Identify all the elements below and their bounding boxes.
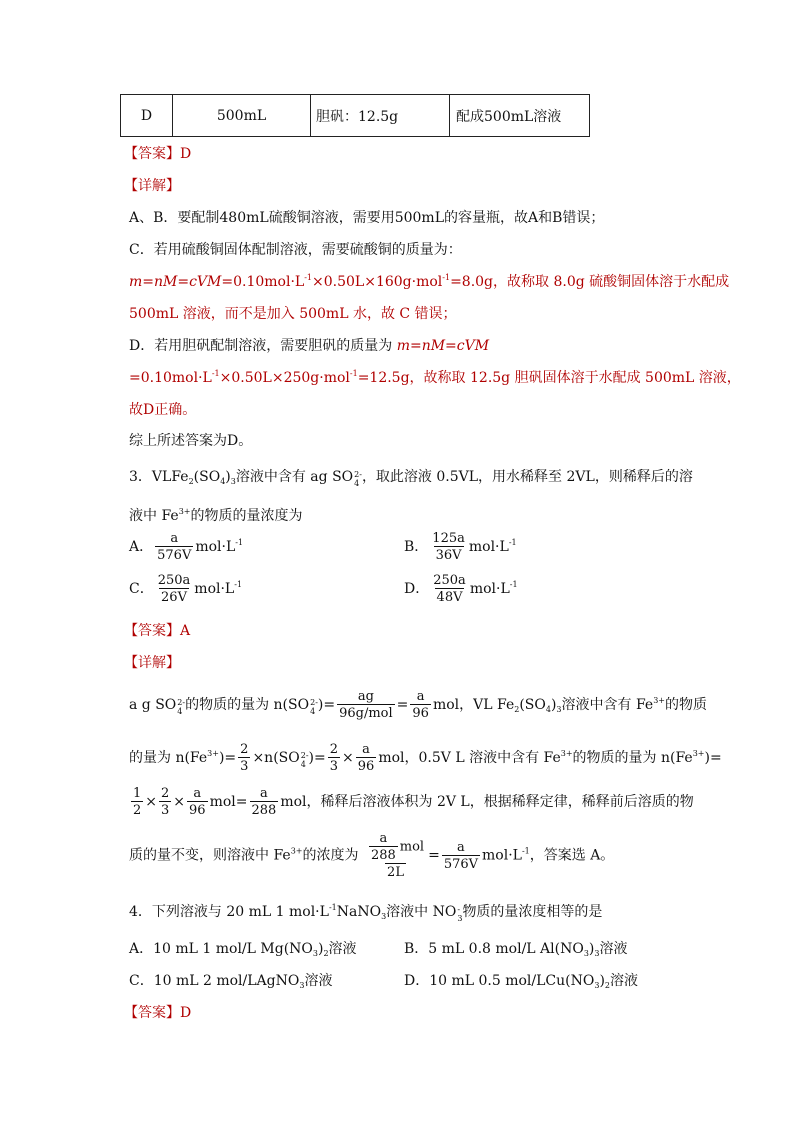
option-a[interactable]: A． $\frac{a}{576V}$ $mol\cdot L^{-1}$ [129,531,244,563]
table-row [121,95,590,137]
detail-line: 的量为 $n(Fe^{3+})=$ $\frac{2}{3}$ ×n( SO 2- 4 )= $\frac{2}{3}$ × $\frac{a}{96}$ mol，0.5V L 溶液中含有 $Fe^{3+}$的物质的量为 $n(Fe^{3+})=$ [129,742,722,774]
detail-line: $m=nM=cVM=0.10mol\cdot L^{-1}\times 0.50L\times 160g\cdot mol^{-1}=8.0g$，故称取 8.0g 硫酸铜固体溶于水配成 [129,273,730,290]
question-stem-q3: 液中 $Fe^{3+}$的物质的量浓度为 [129,507,303,524]
detail-line: $\frac{1}{2}$ × $\frac{2}{3}$ × $\frac{a}{96}$ mol= $\frac{a}{288}$ mol，稀释后溶液体积为 2V L，根据稀释定律，稀释前后溶质的物 [133,786,694,818]
detail-line: 500mL 溶液，而不是加入 500mL 水，故 C 错误； [129,306,457,322]
fraction: $\frac{250a}{48V}$ [433,573,466,605]
detail-line: $=0.10mol\cdot L^{-1}\times 0.50L\times 250g\cdot mol^{-1}=12.5g$，故称取 12.5g 胆矾固体溶于水配成 500mL 溶液， [129,369,741,386]
option-c[interactable]: C．10 mL 2 mol/LAgNO$_3$溶液 [129,973,333,990]
option-b[interactable]: B．5 mL 0.8 mol/L $Al(NO_3)_3$溶液 [404,941,628,958]
table-cell-volume: 500mL [173,95,311,137]
nitrate-ion: NO - 3 [432,904,463,923]
option-d[interactable]: D． $\frac{250a}{48V}$ $mol\cdot L^{-1}$ [404,573,518,605]
detail-line: D．若用胆矾配制溶液，需要胆矾的质量为 m=nM=cVM [129,338,490,354]
option-c[interactable]: C． $\frac{250a}{26V}$ $mol\cdot L^{-1}$ [129,573,243,605]
detail-line: A、B．要配制480mL硫酸铜溶液，需要用500mL的容量瓶，故A和B错误； [129,210,605,226]
answer-line-q2: 【答案】D [124,146,192,162]
question-stem-q3: 3．$VLFe_2(SO_4)_3$溶液中含有 ag SO 2- 4 ，取此溶液 0.5VL，用水稀释至 2VL，则稀释后的溶 [129,469,693,488]
compound-fraction: $\frac{a}{288}$ mol 2L [370,831,425,880]
detail-heading-q3: 【详解】 [124,655,180,671]
table-cell-option: D [121,95,173,137]
detail-line: 故D正确。 [129,402,197,418]
answer-line-q4: 【答案】D [124,1005,192,1021]
option-d[interactable]: D．10 mL 0.5 mol/$LCu(NO_3)_2$溶液 [404,973,638,990]
answer-line-q3: 【答案】A [124,623,191,639]
table-cell-operation: 配成500mL溶液 [450,95,590,137]
fraction: $\frac{250a}{26V}$ [157,573,191,605]
detail-line: C．若用硫酸铜固体配制溶液，需要硫酸铜的质量为： [129,242,462,258]
sulfate-ion: SO 2- 4 [332,469,362,488]
detail-line: a g SO 2- 4 的物质的量为 n( SO 2- 4 )= $\frac{ag}{\text{96g/mol}}$ = $\frac{a}{96}$ mol，VL $Fe_2(SO_4)_3$溶液中含有 $Fe^{3+}$的物质 [129,689,707,721]
detail-line: 综上所述答案为D。 [129,433,253,449]
reagent-table [120,94,590,137]
question-stem-q4: 4．下列溶液与 20 mL 1 $mol\cdot L^{-1}NaNO_3$溶液中 NO - 3 物质的量浓度相等的是 [129,903,603,923]
fraction: $\frac{a}{576V}$ [157,531,192,563]
option-b[interactable]: B． $\frac{125a}{36V}$ $mol\cdot L^{-1}$ [404,531,517,563]
fraction: $\frac{125a}{36V}$ [432,531,465,563]
detail-heading-q2: 【详解】 [124,178,180,194]
detail-line: 质的量不变，则溶液中 $Fe^{3+}$的浓度为 $\frac{a}{288}$ mol 2L = $\frac{a}{576V}$ $mol\cdot L^{-1}$，答案选 A。 [129,831,615,880]
option-a[interactable]: A．10 mL 1 mol/L $Mg(NO_3)_2$溶液 [129,941,357,958]
table-cell-reagent: 胆矾：12.5g [311,95,450,137]
